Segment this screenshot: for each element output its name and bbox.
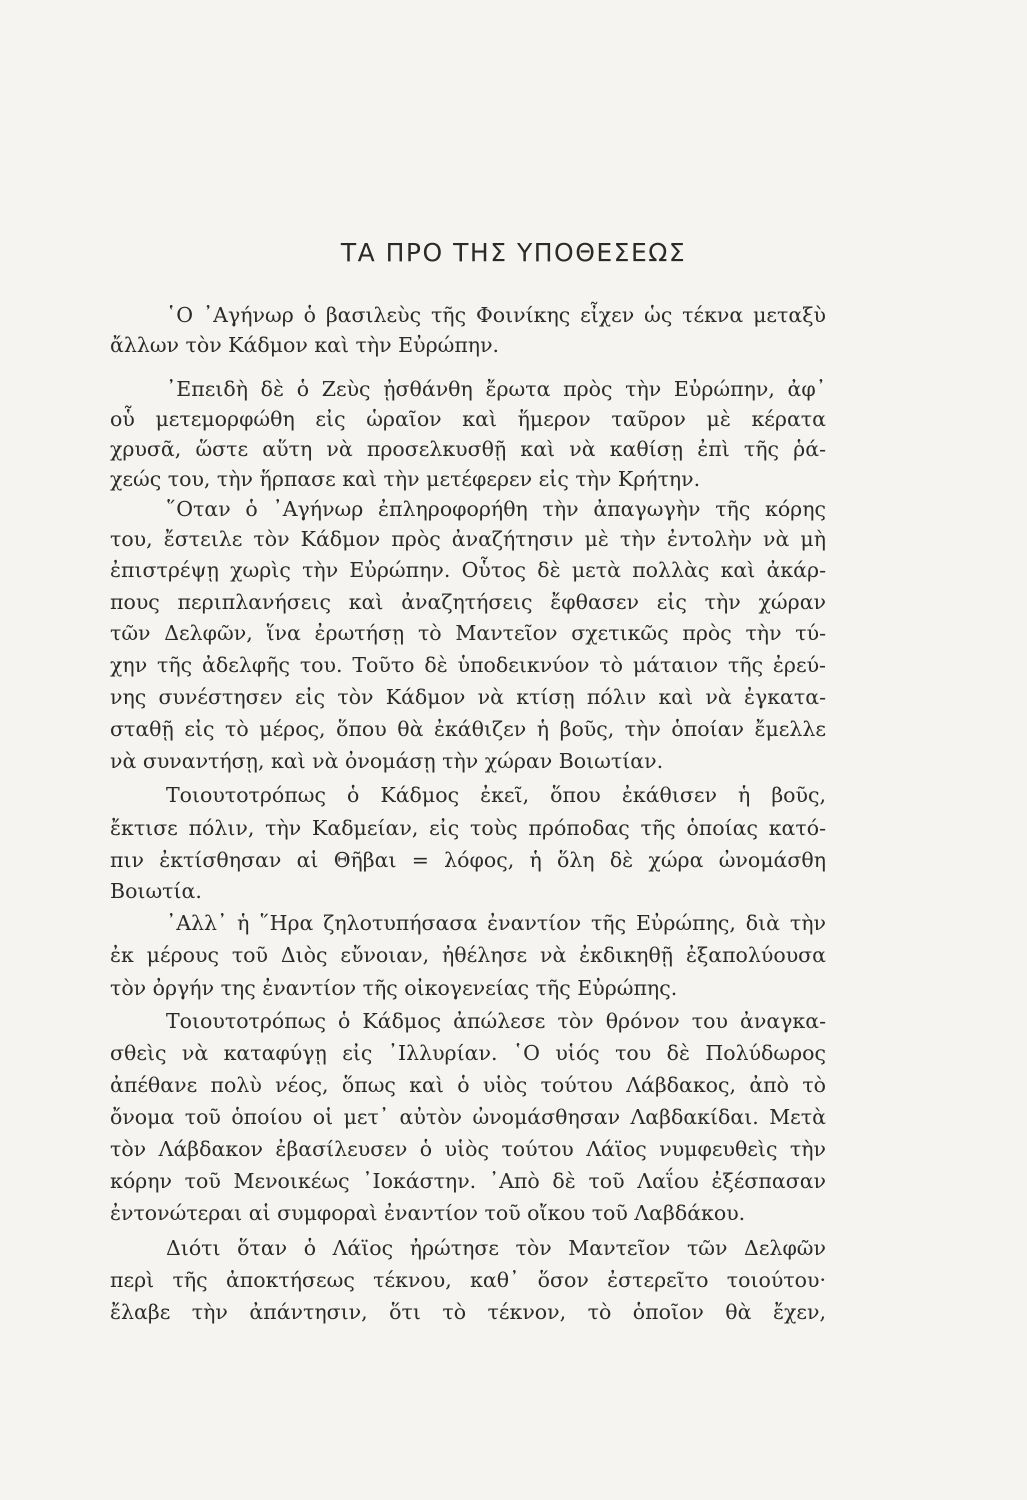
text-line: οὗ μετεμορφώθη εἰς ὡραῖον καὶ ἥμερον ταῦρον μὲ κέρατα — [110, 407, 826, 431]
text-line: ᾿Επειδὴ δὲ ὁ Ζεὺς ᾐσθάνθη ἔρωτα πρὸς τὴν Εὐρώπην, ἀφ᾿ — [166, 377, 826, 401]
text-line: ἀπέθανε πολὺ νέος, ὅπως καὶ ὁ υἱὸς τούτου Λάβδακος, ἀπὸ τὸ — [110, 1073, 826, 1097]
text-line: του, ἔστειλε τὸν Κάδμον πρὸς ἀναζήτησιν μὲ τὴν ἐντολὴν νὰ μὴ — [110, 527, 826, 551]
text-line: Τοιουτοτρόπως ὁ Κάδμος ἐκεῖ, ὅπου ἐκάθισεν ἡ βοῦς, — [166, 783, 826, 807]
text-line: κόρην τοῦ Μενοικέως ᾿Ιοκάστην. ᾿Απὸ δὲ τοῦ Λαΐου ἐξέσπασαν — [110, 1169, 826, 1193]
text-line: τῶν Δελφῶν, ἵνα ἐρωτήσῃ τὸ Μαντεῖον σχετικῶς πρὸς τὴν τύ- — [110, 621, 826, 645]
text-line: χεώς του, τὴν ἥρπασε καὶ τὴν μετέφερεν εἰς τὴν Κρήτην. — [110, 467, 701, 491]
text-line: ἔκτισε πόλιν, τὴν Καδμείαν, εἰς τοὺς πρόποδας τῆς ὁποίας κατό- — [110, 816, 826, 840]
text-line: Διότι ὅταν ὁ Λάϊος ἠρώτησε τὸν Μαντεῖον τῶν Δελφῶν — [166, 1236, 826, 1260]
text-line: τὸν ὀργήν της ἐναντίον τῆς οἰκογενείας τῆς Εὐρώπης. — [110, 976, 678, 1000]
text-line: χρυσᾶ, ὥστε αὕτη νὰ προσελκυσθῇ καὶ νὰ καθίσῃ ἐπὶ τῆς ῥά- — [110, 437, 826, 461]
text-line: ὄνομα τοῦ ὁποίου οἱ μετ᾿ αὐτὸν ὠνομάσθησαν Λαβδακίδαι. Μετὰ — [110, 1105, 826, 1129]
text-line: ῞Οταν ὁ ᾿Αγήνωρ ἐπληροφορήθη τὴν ἀπαγωγὴν τῆς κόρης — [166, 497, 826, 521]
text-line: ῾Ο ᾿Αγήνωρ ὁ βασιλεὺς τῆς Φοινίκης εἶχεν ὡς τέκνα μεταξὺ — [166, 303, 826, 327]
text-line: ἐπιστρέψῃ χωρὶς τὴν Εὐρώπην. Οὗτος δὲ μετὰ πολλὰς καὶ ἀκάρ- — [110, 558, 826, 582]
text-line: νης συνέστησεν εἰς τὸν Κάδμον νὰ κτίσῃ πόλιν καὶ νὰ ἐγκατα- — [110, 685, 826, 709]
text-line: ἐντονώτεραι αἱ συμφοραὶ ἐναντίον τοῦ οἴκου τοῦ Λαβδάκου. — [110, 1201, 746, 1225]
page-title: ΤΑ ΠΡΟ ΤΗΣ ΥΠΟΘΕΣΕΩΣ — [340, 238, 687, 267]
text-line: πιν ἐκτίσθησαν αἱ Θῆβαι = λόφος, ἡ ὅλη δὲ χώρα ὠνομάσθη — [110, 848, 826, 872]
text-line: Τοιουτοτρόπως ὁ Κάδμος ἀπώλεσε τὸν θρόνον του ἀναγκα- — [166, 1009, 826, 1033]
text-line: νὰ συναντήσῃ, καὶ νὰ ὀνομάσῃ τὴν χώραν Βοιωτίαν. — [110, 749, 664, 773]
text-line: σθεὶς νὰ καταφύγῃ εἰς ᾿Ιλλυρίαν. ῾Ο υἱός του δὲ Πολύδωρος — [110, 1041, 826, 1065]
text-line: ᾿Αλλ᾿ ἡ ῞Ηρα ζηλοτυπήσασα ἐναντίον τῆς Εὐρώπης, διὰ τὴν — [166, 911, 826, 935]
text-line: περὶ τῆς ἀποκτήσεως τέκνου, καθ᾿ ὅσον ἐστερεῖτο τοιούτου· — [110, 1268, 826, 1292]
text-line: ἐκ μέρους τοῦ Διὸς εὔνοιαν, ἠθέλησε νὰ ἐκδικηθῇ ἐξαπολύουσα — [110, 943, 826, 967]
text-line: πους περιπλανήσεις καὶ ἀναζητήσεις ἔφθασεν εἰς τὴν χώραν — [110, 590, 826, 614]
text-line: ἔλαβε τὴν ἀπάντησιν, ὅτι τὸ τέκνον, τὸ ὁποῖον θὰ ἔχεν, — [110, 1300, 826, 1324]
text-line: τὸν Λάβδακον ἐβασίλευσεν ὁ υἱὸς τούτου Λάϊος νυμφευθεὶς τὴν — [110, 1137, 826, 1161]
text-line: Βοιωτία. — [110, 879, 202, 903]
text-line: σταθῇ εἰς τὸ μέρος, ὅπου θὰ ἐκάθιζεν ἡ βοῦς, τὴν ὁποίαν ἔμελλε — [110, 717, 826, 741]
text-line: ἄλλων τὸν Κάδμον καὶ τὴν Εὐρώπην. — [110, 333, 500, 357]
text-line: χην τῆς ἀδελφῆς του. Τοῦτο δὲ ὑποδεικνύον τὸ μάταιον τῆς ἐρεύ- — [110, 653, 826, 677]
